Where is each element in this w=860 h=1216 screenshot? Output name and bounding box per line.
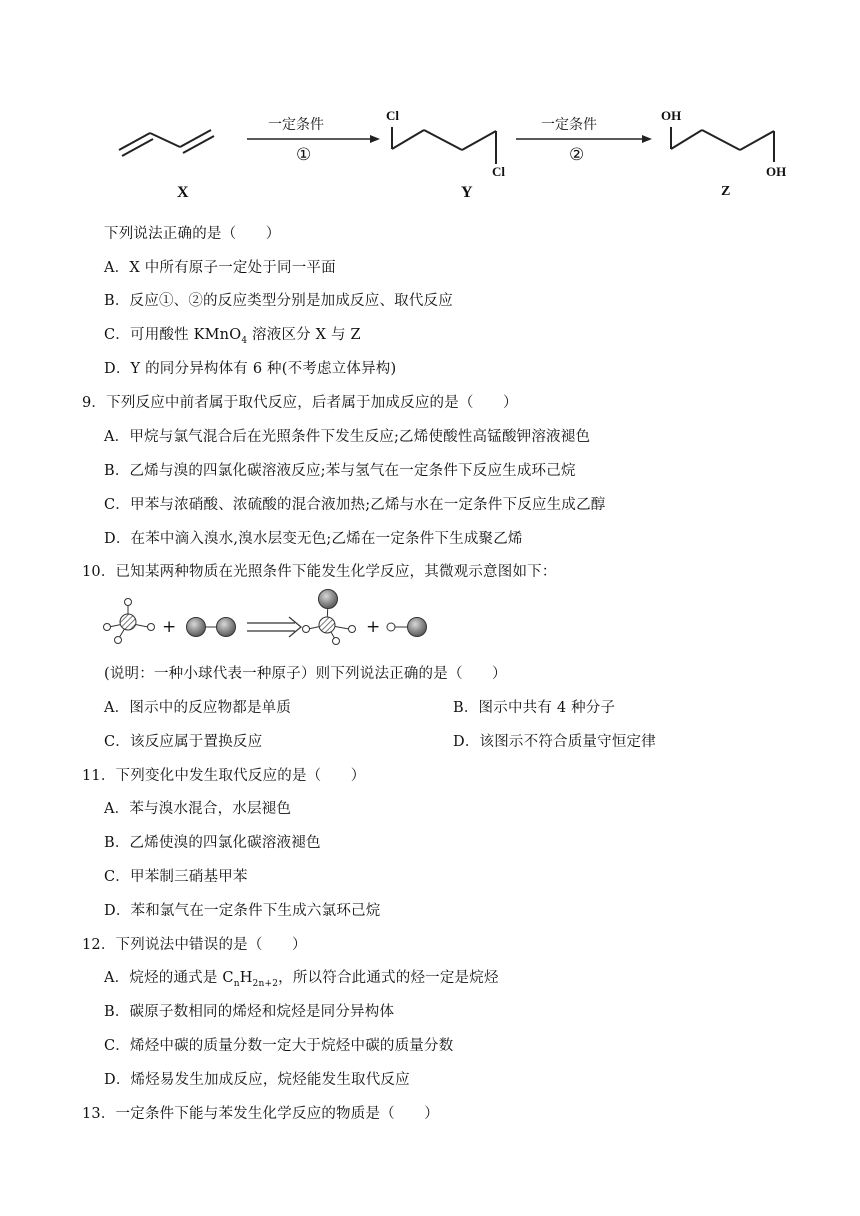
q10-note: (说明：一种小球代表一种原子）则下列说法正确的是（ ） (104, 666, 507, 682)
q11-option-d: D．苯和氯气在一定条件下生成六氯环己烷 (104, 903, 381, 919)
label-z: Z (721, 184, 731, 199)
condition-1: 一定条件 (268, 117, 324, 133)
q8-stem: 下列说法正确的是（ ） (104, 226, 281, 242)
arrow-2 (516, 135, 652, 143)
q12-a-sub-2n2: 2n+2 (252, 978, 279, 989)
q11-stem: 11．下列变化中发生取代反应的是（ ） (82, 768, 366, 784)
label-y: Y (461, 184, 473, 201)
q12-a-text-1: A．烷烃的通式是 C (104, 970, 234, 986)
q8-option-c (104, 325, 361, 345)
step-1-label: ① (296, 145, 312, 165)
chlorine-molecule (187, 618, 236, 637)
molecule-x (119, 130, 232, 156)
methane-molecule (104, 599, 155, 644)
q8-c-subscript: 4 (241, 335, 248, 346)
q12-a-sub-n: n (233, 978, 240, 989)
y-cl-top: Cl (386, 108, 399, 123)
q10-option-b: B．图示中共有 4 种分子 (453, 700, 616, 716)
q8-c-text-2: 溶液区分 X 与 Z (247, 327, 361, 343)
q8-option-b: B．反应①、②的反应类型分别是加成反应、取代反应 (104, 293, 453, 309)
label-x: X (177, 184, 189, 201)
y-cl-bottom: Cl (492, 164, 505, 179)
q10-option-a: A．图示中的反应物都是单质 (104, 700, 292, 716)
q10-option-d: D．该图示不符合质量守恒定律 (453, 734, 656, 750)
q11-option-a: A．苯与溴水混合，水层褪色 (104, 801, 292, 817)
molecule-z (671, 127, 774, 162)
plus-sign-2: + (366, 617, 381, 637)
step-2-label: ② (569, 145, 585, 165)
q8-c-text-1: C．可用酸性 KMnO (104, 327, 242, 343)
q9-option-a: A．甲烷与氯气混合后在光照条件下发生反应;乙烯使酸性高锰酸钾溶液褪色 (104, 429, 591, 445)
q9-stem: 9．下列反应中前者属于取代反应，后者属于加成反应的是（ ） (82, 395, 518, 411)
q8-option-d: D．Y 的同分异构体有 6 种(不考虑立体异构) (104, 361, 397, 377)
q10-option-c: C．该反应属于置换反应 (104, 734, 263, 750)
q12-option-b: B．碳原子数相同的烯烃和烷烃是同分异构体 (104, 1004, 395, 1020)
z-oh-bottom: OH (766, 164, 787, 179)
q11-option-c: C．甲苯制三硝基甲苯 (104, 869, 248, 885)
q12-option-d: D．烯烃易发生加成反应，烷烃能发生取代反应 (104, 1072, 410, 1088)
q13-stem: 13．一定条件下能与苯发生化学反应的物质是（ ） (82, 1106, 439, 1122)
chloromethane-molecule (303, 590, 356, 645)
q9-option-c: C．甲苯与浓硝酸、浓硫酸的混合液加热;乙烯与水在一定条件下反应生成乙醇 (104, 497, 606, 513)
reaction-scheme (0, 0, 860, 210)
arrow-1 (247, 135, 380, 143)
molecule-y (392, 127, 496, 164)
q12-a-h: H (239, 970, 253, 986)
q11-option-b: B．乙烯使溴的四氯化碳溶液褪色 (104, 835, 321, 851)
condition-2: 一定条件 (541, 117, 597, 133)
q12-option-a (104, 968, 499, 988)
q9-option-d: D．在苯中滴入溴水,溴水层变无色;乙烯在一定条件下生成聚乙烯 (104, 531, 523, 547)
q10-stem: 10．已知某两种物质在光照条件下能发生化学反应，其微观示意图如下： (82, 564, 557, 580)
q12-option-c: C．烯烃中碳的质量分数一定大于烷烃中碳的质量分数 (104, 1038, 454, 1054)
q9-option-b: B．乙烯与溴的四氯化碳溶液反应;苯与氢气在一定条件下反应生成环己烷 (104, 463, 576, 479)
z-oh-top: OH (661, 108, 682, 123)
q8-option-a: A．X 中所有原子一定处于同一平面 (104, 260, 336, 276)
hydrogen-chloride-molecule (387, 618, 427, 637)
q12-a-text-2: ，所以符合此通式的烃一定是烷烃 (278, 970, 499, 986)
q12-stem: 12．下列说法中错误的是（ ） (82, 937, 307, 953)
micro-diagram (95, 585, 440, 645)
plus-sign-1: + (162, 617, 177, 637)
reaction-arrow (247, 617, 301, 637)
